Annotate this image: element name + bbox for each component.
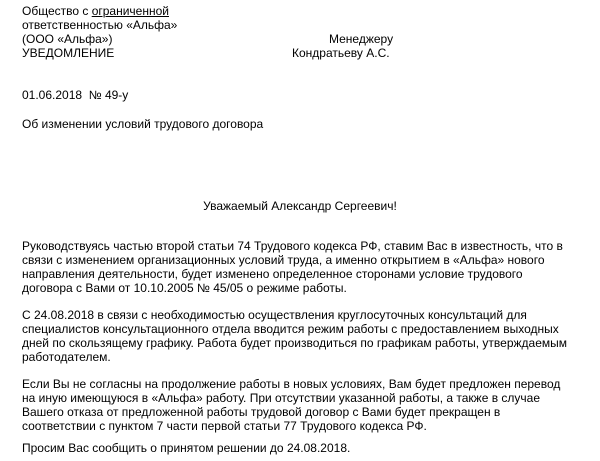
paragraph-line: Просим Вас сообщить о принятом решении до 24.08.2018. xyxy=(22,441,351,455)
paragraph-4 xyxy=(22,441,588,455)
paragraph-line: дней по скользящему графику. Работа будет производиться по графикам работы, утверждаемым xyxy=(22,336,567,350)
recipient-name: Кондратьеву А.С. xyxy=(292,46,390,60)
paragraph-line: работодателем. xyxy=(22,350,111,364)
recipient-block xyxy=(292,32,393,60)
paragraph-2 xyxy=(22,308,588,364)
document-subject: Об изменении условий трудового договора xyxy=(22,117,264,131)
document-meta xyxy=(22,88,128,102)
paragraph-line: связи с изменением организационных условий труда, а именно открытием в «Альфа» нового xyxy=(22,253,545,267)
paragraph-line: С 24.08.2018 в связи с необходимостью осуществления круглосуточных консультаций для xyxy=(22,308,527,322)
paragraph-line: направления деятельности, будет изменено определенное сторонами условие трудового xyxy=(22,267,523,281)
organization-line-1-underlined: ограниченной xyxy=(91,4,169,18)
paragraph-line: договора с Вами от 10.10.2005 № 45/05 о режиме работы. xyxy=(22,281,347,295)
paragraph-line: Вашего отказа от предложенной работы трудовой договор с Вами будет прекращен в xyxy=(22,405,501,419)
paragraph-line: соответствии с пунктом 7 части первой статьи 77 Трудового кодекса РФ. xyxy=(22,419,427,433)
recipient-position: Менеджеру xyxy=(329,32,394,46)
paragraph-3 xyxy=(22,377,588,433)
greeting: Уважаемый Александр Сергеевич! xyxy=(203,199,397,213)
paragraph-line: специалистов консультационного отдела вводится режим работы с предоставлением выходных xyxy=(22,322,559,336)
organization-line-3: (ООО «Альфа») xyxy=(22,32,113,46)
paragraph-line: Руководствуясь частью второй статьи 74 Трудового кодекса РФ, ставим Вас в известность, что в xyxy=(22,239,563,253)
document-number: № 49-у xyxy=(88,88,129,102)
document-date: 01.06.2018 xyxy=(22,88,83,102)
organization-line-1: Общество с ограниченной xyxy=(22,4,169,18)
paragraph-line: на иную имеющуюся в «Альфа» работу. При отсутствии указанной работы, а также в случае xyxy=(22,391,541,405)
paragraph-1 xyxy=(22,239,588,295)
paragraph-line: Если Вы не согласны на продолжение работы в новых условиях, Вам будет предложен перевод xyxy=(22,377,561,391)
document-type: УВЕДОМЛЕНИЕ xyxy=(22,46,115,60)
organization-line-2: ответственностью «Альфа» xyxy=(22,18,178,32)
organization-block xyxy=(22,4,177,60)
